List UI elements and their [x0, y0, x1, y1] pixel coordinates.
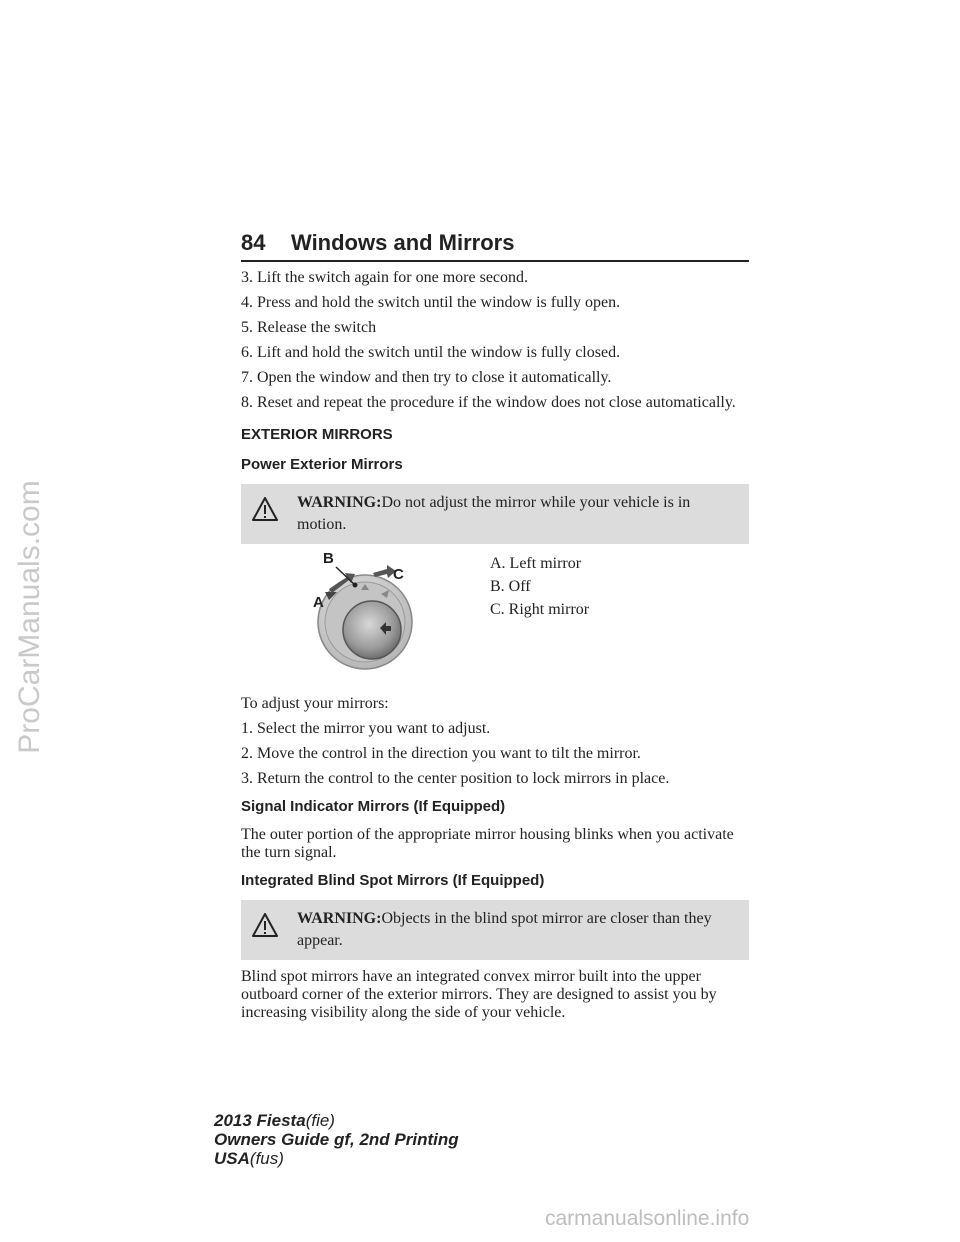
page-footer: [214, 1111, 459, 1168]
footer-model-code: (fie): [305, 1111, 335, 1130]
figure-legend: [490, 552, 589, 687]
figure-label-b: B: [323, 550, 334, 567]
footer-market-code: (fus): [249, 1149, 284, 1168]
subheading-blind-spot: Integrated Blind Spot Mirrors (If Equipped): [241, 872, 545, 889]
section-title: EXTERIOR MIRRORS: [241, 426, 393, 443]
figure-label-c: C: [393, 566, 404, 583]
adjust-step-2: 2. Move the control in the direction you want to tilt the mirror.: [241, 745, 641, 762]
bottom-watermark: carmanualsonline.info: [545, 1207, 750, 1230]
warning-label-2: WARNING:: [297, 910, 382, 927]
warning-message: Do not adjust the mirror while your vehicle is in motion.: [297, 494, 691, 533]
step-3: 3. Lift the switch again for one more second.: [241, 269, 529, 286]
step-4: 4. Press and hold the switch until the window is fully open.: [241, 294, 621, 311]
warning-triangle-icon: [251, 496, 279, 522]
subheading-signal-mirrors: Signal Indicator Mirrors (If Equipped): [241, 798, 506, 815]
subheading-power-mirrors: Power Exterior Mirrors: [241, 456, 403, 473]
mirror-knob-illustration: [241, 552, 490, 687]
legend-item-a: A. Left mirror: [490, 555, 582, 572]
warning-message-2: Objects in the blind spot mirror are closer than they appear.: [297, 910, 712, 949]
step-5: 5. Release the switch: [241, 319, 377, 336]
chapter-title: Windows and Mirrors: [291, 230, 515, 255]
warning-text: [297, 492, 741, 536]
page-number: 84: [241, 230, 266, 255]
page-content: [241, 269, 749, 1029]
blind-spot-text: Blind spot mirrors have an integrated convex mirror built into the upper outboard corner of the exterior mirrors. They are designed to assist you by increasing visibility along the side of your vehicle.: [241, 968, 717, 1021]
step-7: 7. Open the window and then try to close it automatically.: [241, 369, 612, 386]
warning-triangle-icon: [251, 912, 279, 938]
mirror-figure-row: [241, 552, 749, 687]
warning-box-2: [241, 900, 749, 960]
footer-guide: Owners Guide gf, 2nd Printing: [214, 1130, 459, 1149]
legend-item-c: C. Right mirror: [490, 601, 590, 618]
side-watermark: ProCarManuals.com: [13, 480, 46, 754]
signal-mirrors-text: The outer portion of the appropriate mirror housing blinks when you activate the turn signal.: [241, 826, 734, 861]
step-6: 6. Lift and hold the switch until the window is fully closed.: [241, 344, 621, 361]
legend-item-b: B. Off: [490, 578, 531, 595]
warning-text-2: [297, 908, 741, 952]
page-header: [241, 230, 749, 262]
warning-label: WARNING:: [297, 494, 382, 511]
adjust-intro: To adjust your mirrors:: [241, 695, 389, 712]
warning-box: [241, 484, 749, 544]
step-8: 8. Reset and repeat the procedure if the window does not close automatically.: [241, 394, 736, 411]
footer-model: 2013 Fiesta: [214, 1111, 306, 1130]
adjust-step-3: 3. Return the control to the center position to lock mirrors in place.: [241, 770, 670, 787]
mirror-control-figure: [241, 552, 490, 687]
footer-market: USA: [214, 1149, 250, 1168]
adjust-step-1: 1. Select the mirror you want to adjust.: [241, 720, 491, 737]
figure-label-a: A: [313, 594, 324, 611]
